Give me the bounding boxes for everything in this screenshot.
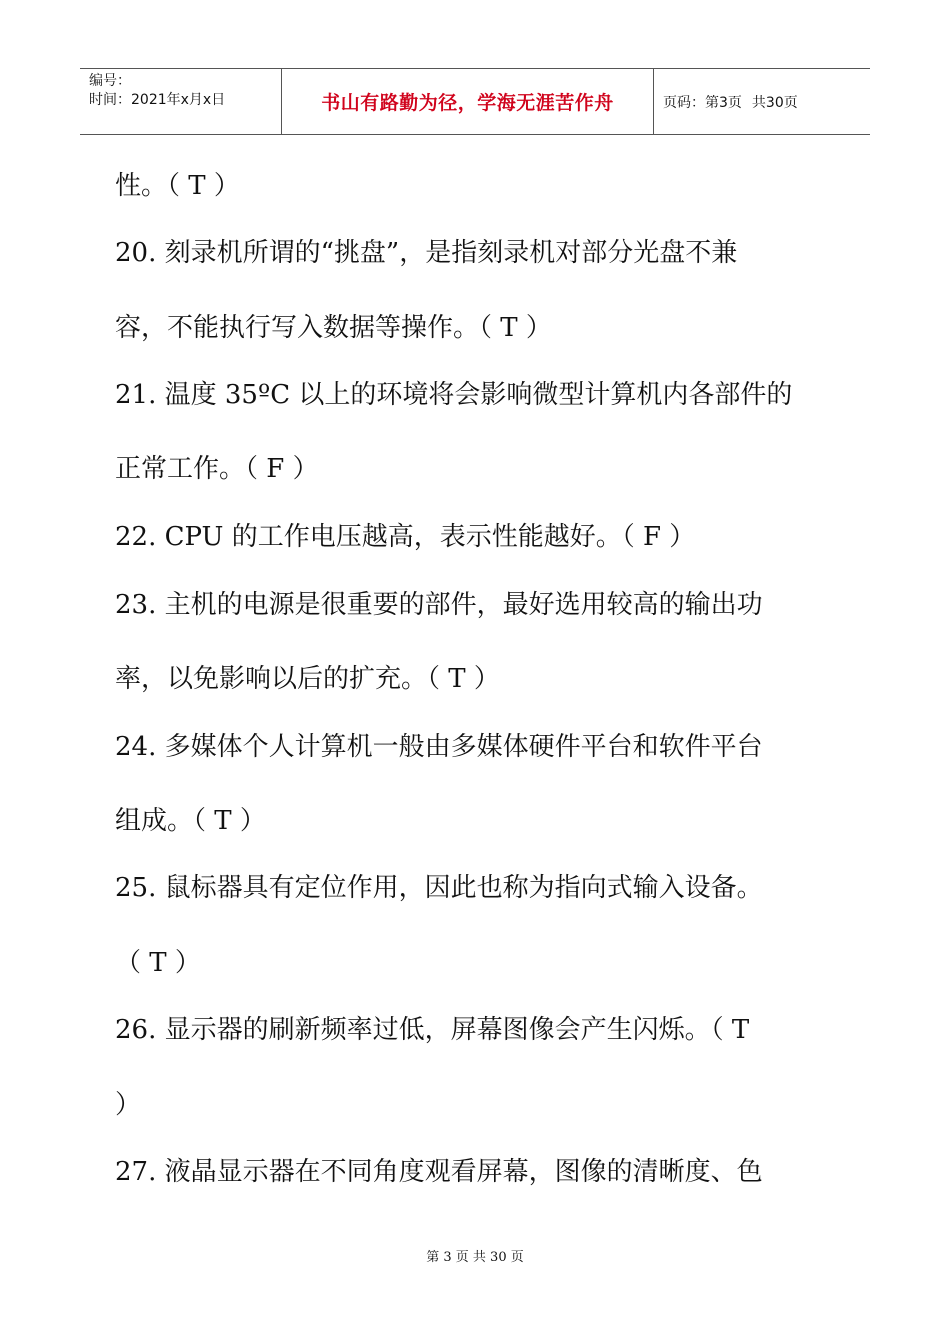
document-number-label: 编号：	[89, 73, 131, 89]
text-line: （ T ）	[115, 948, 201, 978]
question-25: 25. 鼠标器具有定位作用，因此也称为指向式输入设备。	[115, 873, 763, 903]
header-motto-cell	[282, 69, 654, 134]
header-meta	[80, 69, 282, 134]
header-page-info	[654, 69, 870, 134]
text-line: 性。（ T ）	[115, 171, 240, 201]
text-line: 容，不能执行写入数据等操作。（ T ）	[115, 313, 552, 343]
question-22: 22. CPU 的工作电压越高，表示性能越好。（ F ）	[115, 522, 696, 552]
text-line: 正常工作。（ F ）	[115, 454, 319, 484]
text-line: 率，以免影响以后的扩充。（ T ）	[115, 664, 500, 694]
question-26: 26. 显示器的刷新频率过低，屏幕图像会产生闪烁。（ T	[115, 1015, 750, 1045]
question-21: 21. 温度 35ºC 以上的环境将会影响微型计算机内各部件的	[115, 380, 793, 410]
question-24: 24. 多媒体个人计算机一般由多媒体硬件平台和软件平台	[115, 732, 763, 762]
page-footer: 第 3 页 共 30 页	[426, 1250, 524, 1265]
header-page-label: 页码：第3页	[663, 94, 742, 111]
question-23: 23. 主机的电源是很重要的部件，最好选用较高的输出功	[115, 590, 763, 620]
text-line: ）	[115, 1090, 142, 1120]
question-20: 20. 刻录机所谓的“挑盘”，是指刻录机对部分光盘不兼	[115, 238, 738, 268]
header-total-label: 共30页	[751, 94, 798, 111]
header-motto: 书山有路勤为径，学海无涯苦作舟	[321, 92, 614, 114]
text-line: 组成。（ T ）	[115, 806, 266, 836]
question-27: 27. 液晶显示器在不同角度观看屏幕，图像的清晰度、色	[115, 1157, 763, 1187]
document-date-label: 时间：2021年x月x日	[89, 92, 226, 108]
page-header	[80, 68, 870, 135]
